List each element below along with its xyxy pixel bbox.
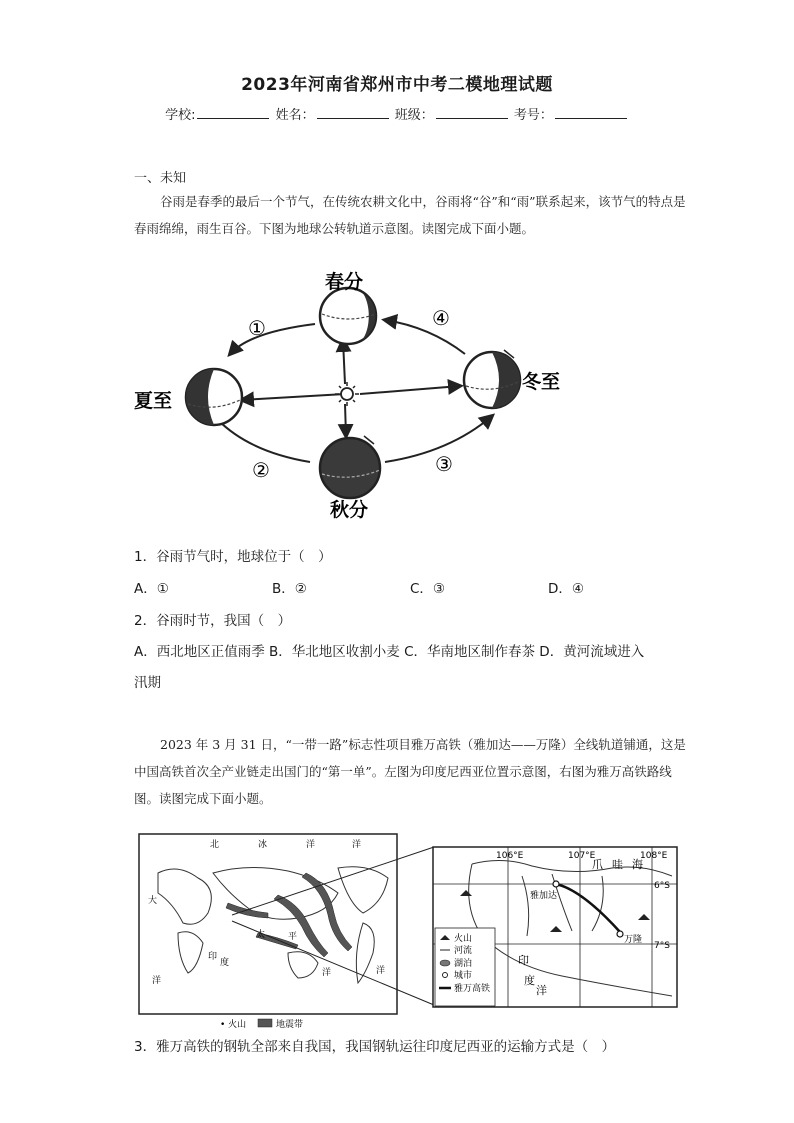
- lat-7s: 7°S: [654, 941, 670, 951]
- legend-lake: 湖泊: [454, 959, 473, 969]
- map-left-yang: 洋: [306, 840, 316, 850]
- q1-option-c[interactable]: C．③: [410, 581, 446, 597]
- passage-grain-rain: 谷雨是春季的最后一个节气，在传统农耕文化中，谷雨将“谷”和“雨”联系起来，该节气的特点是春雨绵绵，雨生百谷。下图为地球公转轨道示意图。读图完成下面小题。: [134, 194, 686, 236]
- q1-option-b[interactable]: B．②: [272, 581, 307, 597]
- map-left-yin: 印: [208, 952, 218, 962]
- name-label: 姓名：: [275, 108, 315, 123]
- map-connector-lines: [230, 845, 440, 1010]
- label-summer: 夏至: [134, 390, 173, 412]
- legend-quake-swatch: [258, 1019, 272, 1027]
- sun-axes: [242, 340, 460, 436]
- legend-city: 城市: [454, 971, 473, 981]
- map-left-legend-volcano: • 火山: [220, 1020, 247, 1030]
- class-label: 班级：: [394, 108, 434, 123]
- label-yang: 洋: [536, 984, 547, 997]
- marker-2: ②: [252, 458, 270, 482]
- label-bandung: 万隆: [624, 935, 643, 945]
- map-left-yang4: 洋: [376, 966, 386, 976]
- school-label: 学校:: [165, 108, 196, 123]
- class-blank[interactable]: [436, 106, 508, 119]
- label-spring: 春分: [325, 271, 364, 293]
- map-right-legend: [435, 928, 495, 1006]
- globe-autumn-icon: [320, 436, 380, 498]
- globe-winter-icon: [464, 350, 520, 408]
- q2-options-line2: 汛期: [134, 675, 161, 691]
- map-left-tai: 太: [256, 930, 266, 940]
- question-1-stem: 1．谷雨节气时，地球位于（ ）: [134, 549, 332, 565]
- name-blank[interactable]: [317, 106, 389, 119]
- question-2-stem: 2．谷雨时节，我国（ ）: [134, 613, 292, 629]
- q1-option-d[interactable]: D．④: [548, 581, 584, 597]
- school-blank[interactable]: [197, 106, 269, 119]
- map-left-ping: 平: [288, 932, 298, 942]
- section-heading: 一、未知: [134, 171, 187, 186]
- question-3-stem: 3．雅万高铁的钢轨全部来自我国，我国钢轨运往印度尼西亚的运输方式是（ ）: [134, 1039, 616, 1055]
- lon-107: 107°E: [568, 851, 596, 861]
- q2-options-line1[interactable]: A．西北地区正值雨季 B．华北地区收割小麦 C．华南地区制作春茶 D．黄河流域进入: [134, 644, 645, 660]
- marker-4: ④: [432, 306, 450, 330]
- q1-option-a[interactable]: A．①: [134, 581, 169, 597]
- map-left-legend-quake: 地震带: [276, 1020, 304, 1030]
- label-wa: 哇: [612, 858, 623, 871]
- map-left-ocean: 洋: [352, 840, 362, 850]
- label-du: 度: [524, 974, 535, 987]
- marker-1: ①: [248, 316, 266, 340]
- map-left-da: 大: [148, 896, 158, 906]
- legend-volcano: 火山: [454, 934, 473, 944]
- map-left-du: 度: [220, 958, 230, 968]
- lon-106: 106°E: [496, 851, 524, 861]
- label-jakarta: 雅加达: [530, 891, 558, 901]
- lat-6s: 6°S: [654, 881, 670, 891]
- city-bandung-icon: [617, 931, 623, 937]
- student-info-row: [0, 104, 794, 123]
- globe-spring-icon: [320, 288, 376, 344]
- number-blank[interactable]: [555, 106, 627, 119]
- railway-map-right: [432, 846, 680, 1010]
- legend-river: 河流: [454, 946, 473, 956]
- globe-summer-icon: [186, 369, 242, 425]
- legend-railway: 雅万高铁: [454, 984, 491, 994]
- map-left-ice: 冰: [258, 840, 268, 850]
- map-left-yang2: 洋: [152, 976, 162, 986]
- label-hai: 海: [632, 858, 643, 871]
- number-label: 考号：: [513, 108, 553, 123]
- map-left-north: 北: [210, 840, 220, 850]
- lon-108: 108°E: [640, 851, 668, 861]
- marker-3: ③: [435, 452, 453, 476]
- label-autumn: 秋分: [330, 499, 369, 521]
- sun-icon: [335, 382, 359, 406]
- label-java: 爪: [592, 858, 603, 871]
- passage-railway: 2023 年 3 月 31 日，“一带一路”标志性项目雅万高铁（雅加达——万隆）全线轨道铺通，这是中国高铁首次全产业链走出国门的“第一单”。左图为印度尼西亚位置示意图，右图为雅万高铁路线图。读图完成下面小题。: [134, 737, 686, 806]
- label-winter: 冬至: [522, 371, 561, 393]
- city-jakarta-icon: [553, 881, 559, 887]
- map-left-yang3: 洋: [322, 968, 332, 978]
- orbit-diagram: [130, 262, 580, 524]
- label-yin: 印: [518, 954, 529, 967]
- page-title: 2023年河南省郑州市中考二模地理试题: [241, 75, 553, 95]
